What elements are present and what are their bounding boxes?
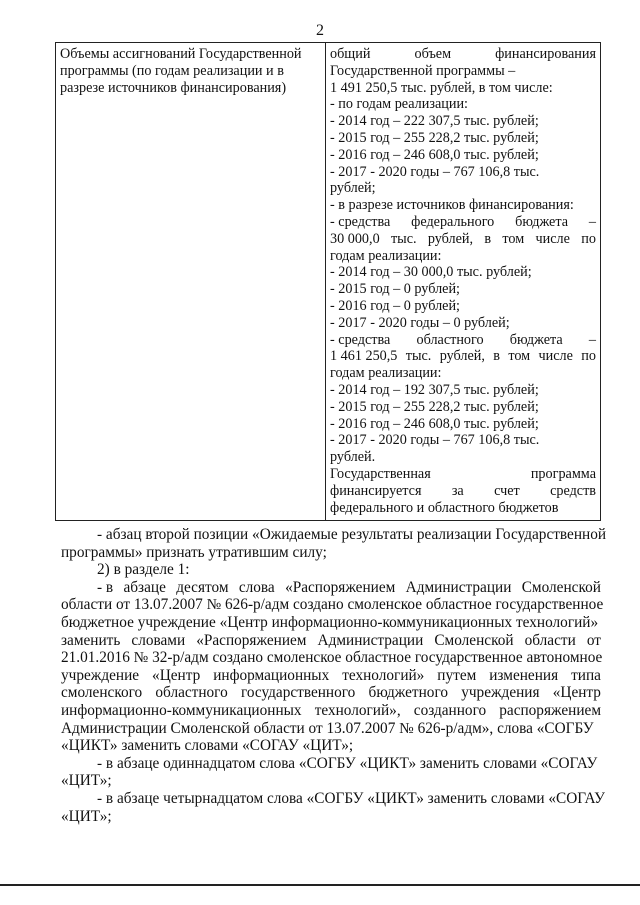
paragraph-line: 21.01.2016 № 32-р/адм создано смоленское областное государственное автономное (61, 649, 603, 667)
paragraph-line: Администрации Смоленской области от 13.07.2007 № 626-р/адм», слова «СОГБУ (61, 719, 594, 737)
word: заменить (61, 631, 121, 649)
word: средств (550, 482, 596, 499)
value-line: - 2017 - 2020 годы – 767 106,8 тыс. (330, 432, 540, 449)
word: абзаце (123, 578, 166, 596)
word: от (586, 631, 601, 649)
word: «Распоряжением (285, 578, 396, 596)
value-line: годам реализации: (330, 365, 442, 382)
word: рублей, (439, 348, 485, 365)
word: областного (416, 331, 484, 348)
word: по (581, 348, 596, 365)
paragraph-line: «ЦИКТ» заменить словами «СОГАУ «ЦИТ»; (61, 737, 354, 755)
value-line: - 2015 год – 255 228,2 тыс. рублей; (330, 129, 539, 146)
label-line: разрезе источников финансирования) (60, 79, 287, 96)
paragraph-line: области от 13.07.2007 № 626-р/адм создано смоленское областное государственное (61, 596, 604, 614)
label-line: программы (по годам реализации и в (60, 62, 284, 79)
value-line (330, 466, 596, 483)
word: технологий» (342, 666, 425, 684)
word: слова (238, 578, 275, 596)
value-line: - 2015 год – 0 рублей; (330, 281, 460, 298)
value-line (330, 214, 596, 231)
word: типа (571, 666, 601, 684)
word: бюджета (515, 213, 569, 230)
word: государственного (240, 684, 356, 702)
word: бюджета (509, 331, 563, 348)
word: числе (535, 230, 570, 247)
word: общий (330, 46, 371, 62)
word: Смоленской (434, 631, 514, 649)
footer-divider (0, 884, 640, 886)
word: изменения (489, 666, 559, 684)
word: Смоленской (521, 578, 601, 596)
paragraph-line: - в абзаце четырнадцатом слова «СОГБУ «ЦИКТ» заменить словами «СОГАУ (97, 789, 606, 807)
word: том (508, 348, 531, 365)
paragraph-line: «ЦИТ»; (61, 807, 112, 825)
word: - средства (330, 331, 391, 348)
paragraph-line (61, 702, 601, 720)
page-number: 2 (316, 22, 324, 39)
value-line: годам реализации: (330, 247, 442, 264)
value-line (330, 483, 596, 500)
paragraph-line: «ЦИТ»; (61, 772, 112, 790)
value-line: - 2016 год – 0 рублей; (330, 297, 460, 314)
paragraph-line (61, 667, 601, 685)
word: федерального (411, 213, 495, 230)
word: 30 000,0 (330, 230, 380, 247)
word: - в (97, 578, 114, 596)
word: учреждения (461, 684, 540, 702)
word: учреждение (61, 666, 140, 684)
value-line: - 2016 год – 246 608,0 тыс. рублей; (330, 415, 539, 432)
word: созданного (413, 701, 487, 719)
word: словами (131, 631, 186, 649)
word: программа (530, 465, 596, 482)
word: смоленского (61, 684, 143, 702)
word: десятом (176, 578, 229, 596)
word: информационно-коммуникационных (61, 701, 302, 719)
word: рублей, (427, 230, 474, 247)
word: «Распоряжением (196, 631, 307, 649)
value-line (330, 332, 596, 349)
value-line: - 2017 - 2020 годы – 767 106,8 тыс. (330, 163, 540, 180)
value-line: - 2017 - 2020 годы – 0 рублей; (330, 314, 510, 331)
word: – (588, 331, 596, 348)
value-line (330, 348, 596, 365)
value-line: - 2015 год – 255 228,2 тыс. рублей; (330, 398, 539, 415)
word: финансируется (330, 482, 422, 499)
word: Государственная (330, 465, 431, 482)
value-line: - в разрезе источников финансирования: (330, 197, 574, 214)
table-row (56, 43, 601, 521)
program-passport-table (55, 42, 601, 521)
word: 1 461 250,5 (330, 348, 398, 365)
word: областного (155, 684, 228, 702)
value-line: Государственной программы – (330, 62, 516, 79)
paragraph-line: программы» признать утратившим силу; (61, 543, 327, 561)
word: за (451, 482, 464, 499)
word: бюджетного (368, 684, 448, 702)
word: «Центр (152, 666, 201, 684)
value-line (330, 46, 596, 63)
word: – (588, 213, 596, 230)
word: путем (437, 666, 477, 684)
word: тыс. (390, 230, 417, 247)
value-line: федерального и областного бюджетов (330, 499, 559, 516)
value-line: рублей; (330, 180, 376, 197)
word: том (502, 230, 525, 247)
word: Администрации (317, 631, 424, 649)
word: объем (414, 46, 452, 62)
document-body (61, 526, 607, 825)
value-line: - 2014 год – 30 000,0 тыс. рублей; (330, 264, 532, 281)
paragraph-line: - в абзаце одиннадцатом слова «СОГБУ «ЦИКТ» заменить словами «СОГАУ (97, 754, 598, 772)
word: «Центр (552, 684, 601, 702)
paragraph-line: 2) в разделе 1: (97, 561, 190, 579)
paragraph-line (61, 632, 601, 650)
word: области (524, 631, 576, 649)
paragraph-line (61, 579, 601, 597)
word: распоряжением (499, 701, 601, 719)
word: информационных (213, 666, 330, 684)
value-line (330, 231, 596, 248)
value-line: - 2016 год – 246 608,0 тыс. рублей; (330, 146, 539, 163)
word: - средства (330, 213, 391, 230)
word: Администрации (405, 578, 512, 596)
paragraph-line (61, 684, 601, 702)
table-cell-label (56, 43, 326, 521)
paragraph-line: бюджетное учреждение «Центр информационно-коммуникационных технологий» (61, 613, 599, 631)
value-line: - 2014 год – 222 307,5 тыс. рублей; (330, 113, 539, 130)
value-line: - по годам реализации: (330, 96, 468, 113)
word: числе (538, 348, 573, 365)
paragraph-line: - абзац второй позиции «Ожидаемые результаты реализации Государственной (97, 526, 607, 543)
table-cell-value (326, 43, 601, 521)
value-line: рублей. (330, 449, 376, 466)
word: счет (494, 482, 520, 499)
word: финансирования (495, 46, 596, 62)
word: технологий», (314, 701, 401, 719)
word: по (581, 230, 596, 247)
value-line: - 2014 год – 192 307,5 тыс. рублей; (330, 381, 539, 398)
word: в (493, 348, 500, 365)
label-line: Объемы ассигнований Государственной (60, 46, 302, 62)
word: тыс. (405, 348, 432, 365)
value-line: 1 491 250,5 тыс. рублей, в том числе: (330, 79, 553, 96)
word: в (484, 230, 492, 247)
